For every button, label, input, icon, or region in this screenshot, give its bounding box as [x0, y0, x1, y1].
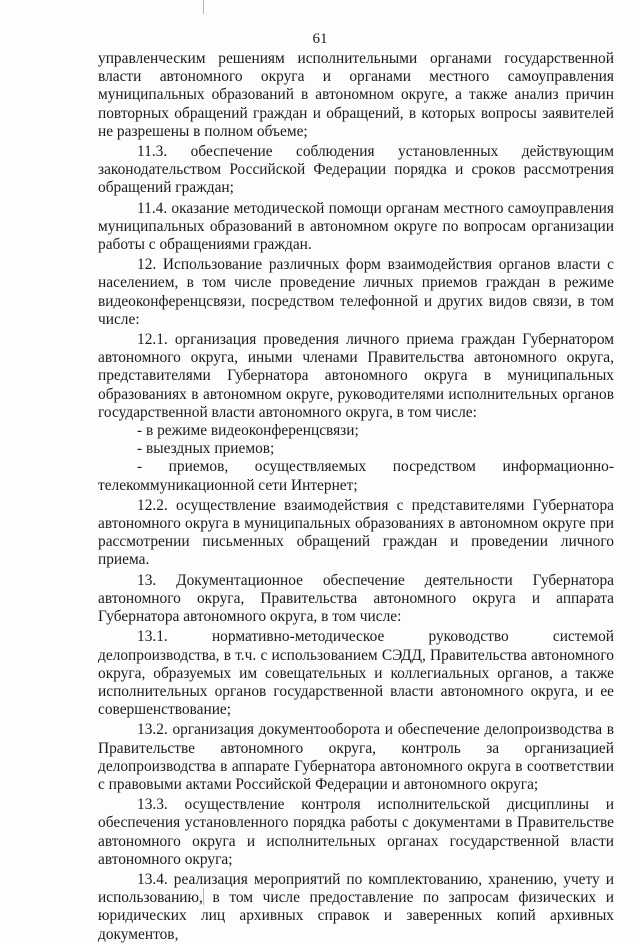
paragraph-11-3: 11.3. обеспечение соблюдения установленных действующим законодательством Российской Федерации порядка и сроков рассмотрения обращений граждан;: [98, 143, 614, 197]
paragraph-13-1: 13.1. нормативно-методическое руководство системой делопроизводства, в т.ч. с использованием СЭДД, Правительства автономного округа, образуемых им совещательных и коллегиальных органов, а также исполнительных органов государственной власти автономного округа, и ее совершенствование;: [98, 628, 614, 719]
scan-artifact-top: [203, 0, 204, 14]
paragraph-12-2: 12.2. осуществление взаимодействия с представителями Губернатора автономного округа в муниципальных образованиях в автономном округе при рассмотрении письменных обращений граждан и проведении личного приема.: [98, 496, 614, 569]
paragraph-12-1: 12.1. организация проведения личного приема граждан Губернатором автономного округа, иными членами Правительства автономного округа, представителями Губернатора автономного округа в муниципальных образованиях в автономном округе, руководителями исполнительных органов государственной власти автономного округа, в том числе:: [98, 331, 614, 421]
page-number: 61: [312, 31, 328, 47]
paragraph-13-3: 13.3. осуществление контроля исполнительской дисциплины и обеспечения установленного порядка работы с документами в Правительстве автономного округа и исполнительных органах государственной власти автономного округа;: [98, 796, 614, 868]
paragraph-13: 13. Документационное обеспечение деятельности Губернатора автономного округа, Правительства автономного округа и аппарата Губернатора автономного округа, в том числе:: [98, 571, 614, 626]
paragraph-continuation: управленческим решениям исполнительными органами государственной власти автономного округа и органами местного самоуправления муниципальных образований в автономном округе, а также анализ причин повторных обращений граждан и обращений, в которых вопросы заявителей не разрешены в полном объеме;: [98, 50, 614, 140]
document-body: [98, 50, 614, 944]
list-item-field-receptions: - выездных приемов;: [137, 440, 275, 458]
list-item-internet-receptions: - приемов, осуществляемых посредством информационно-телекоммуникационной сети Интернет;: [98, 458, 614, 494]
paragraph-13-4: 13.4. реализация мероприятий по комплектованию, хранению, учету и использованию, в том числе предоставление по запросам физических и юридических лиц архивных справок и заверенных копий архивных документов,: [98, 870, 614, 943]
paragraph-12: 12. Использование различных форм взаимодействия органов власти с населением, в том числе проведение личных приемов граждан в режиме видеоконференцсвязи, посредством телефонной и других видов связи, в том числе:: [98, 256, 614, 328]
paragraph-13-2: 13.2. организация документооборота и обеспечение делопроизводства в Правительстве автономного округа, контроль за организацией делопроизводства в аппарате Губернатора автономного округа в соответствии с правовыми актами Российской Федерации и автономного округа;: [98, 721, 614, 793]
paragraph-11-4: 11.4. оказание методической помощи органам местного самоуправления муниципальных образований в автономном округе по вопросам организации работы с обращениями граждан.: [98, 199, 614, 254]
list-item-videoconference: - в режиме видеоконференцсвязи;: [137, 422, 359, 440]
